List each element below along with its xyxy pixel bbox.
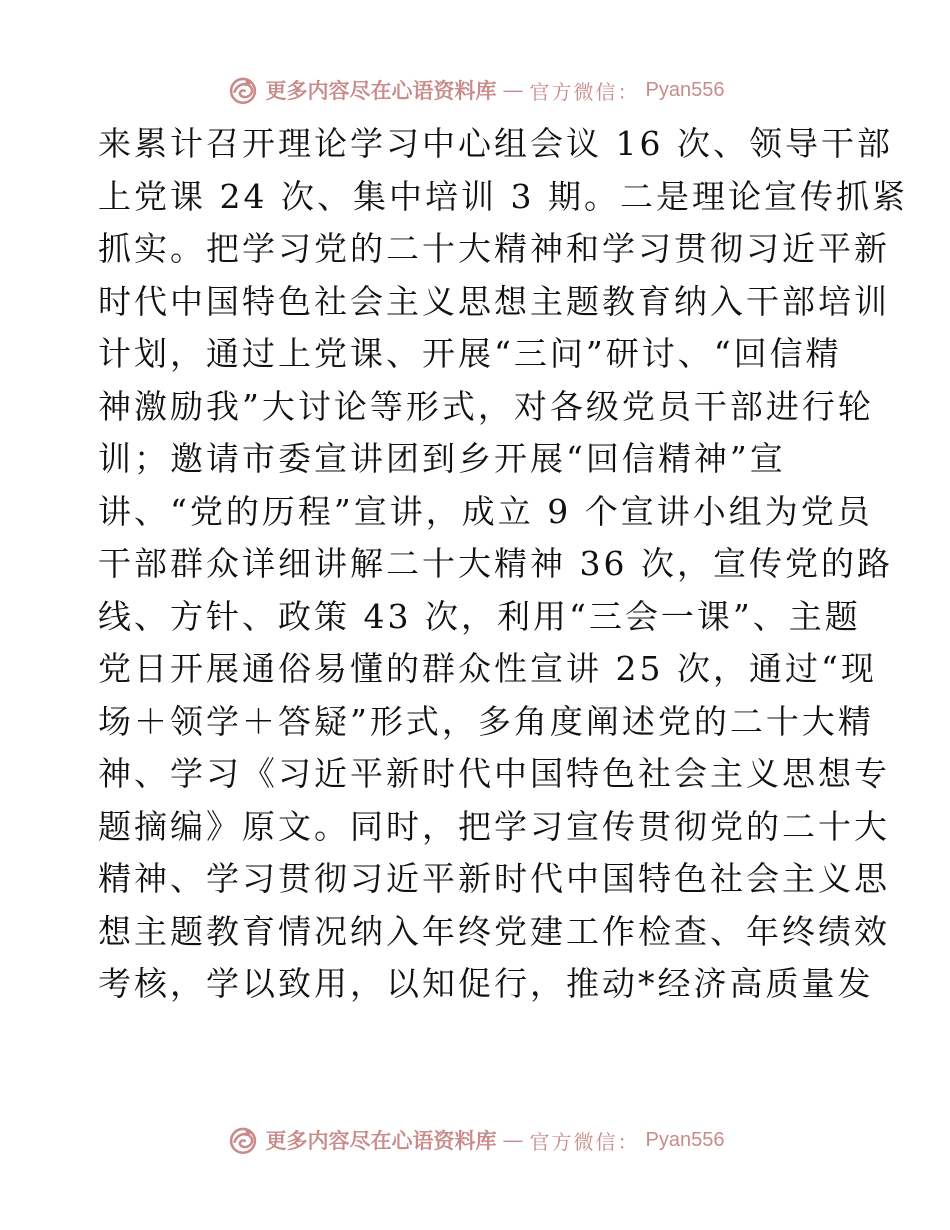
footer-watermark-banner [0, 1120, 950, 1160]
body-line: 神、学习《习近平新时代中国特色社会主义思想专 [98, 754, 890, 793]
body-line: 题摘编》原文。同时，把学习宣传贯彻党的二十大 [98, 806, 890, 846]
body-line: 抓实。把学习党的二十大精神和学习贯彻习近平新 [98, 229, 890, 268]
body-line: 来累计召开理论学习中心组会议 16 次、领导干部 [98, 124, 893, 163]
body-line: 场＋领学＋答疑”形式，多角度阐述党的二十大精 [98, 701, 874, 741]
document-body [98, 118, 908, 1011]
body-line: 讲、“党的历程”宣讲，成立 9 个宣讲小组为党员 [98, 491, 873, 531]
site-name-text: 更多内容尽在心语资料库 [265, 78, 497, 103]
body-line: 干部群众详细讲解二十大精神 36 次，宣传党的路 [98, 544, 893, 583]
body-line: 时代中国特色社会主义思想主题教育纳入干部培训 [98, 281, 890, 321]
swirl-logo-icon [226, 1123, 260, 1157]
wechat-id-text: Pyan556 [645, 78, 725, 101]
official-wechat-label: 官方微信： [529, 1129, 640, 1154]
official-wechat-label: 官方微信： [529, 79, 640, 104]
body-line: 考核，学以致用，以知促行，推动*经济高质量发 [98, 964, 874, 1003]
body-line: 神激励我”大讨论等形式，对各级党员干部进行轮 [98, 386, 874, 426]
body-line: 想主题教育情况纳入年终党建工作检查、年终绩效 [98, 911, 890, 951]
body-line: 训；邀请市委宣讲团到乡开展“回信精神”宣 [98, 439, 786, 478]
body-line: 精神、学习贯彻习近平新时代中国特色社会主义思 [98, 859, 890, 898]
body-line: 上党课 24 次、集中培训 3 期。二是理论宣传抓紧 [98, 176, 908, 216]
header-watermark-banner [0, 70, 950, 110]
swirl-logo-icon [226, 73, 260, 107]
wechat-id-text: Pyan556 [645, 1128, 725, 1151]
body-line: 线、方针、政策 43 次，利用“三会一课”、主题 [98, 596, 861, 636]
banner-dash: — [502, 78, 524, 102]
body-line: 计划，通过上党课、开展“三问”研讨、“回信精 [98, 334, 842, 373]
body-line: 党日开展通俗易懂的群众性宣讲 25 次，通过“现 [98, 649, 877, 688]
site-name-text: 更多内容尽在心语资料库 [265, 1128, 497, 1153]
banner-dash: — [502, 1128, 524, 1152]
